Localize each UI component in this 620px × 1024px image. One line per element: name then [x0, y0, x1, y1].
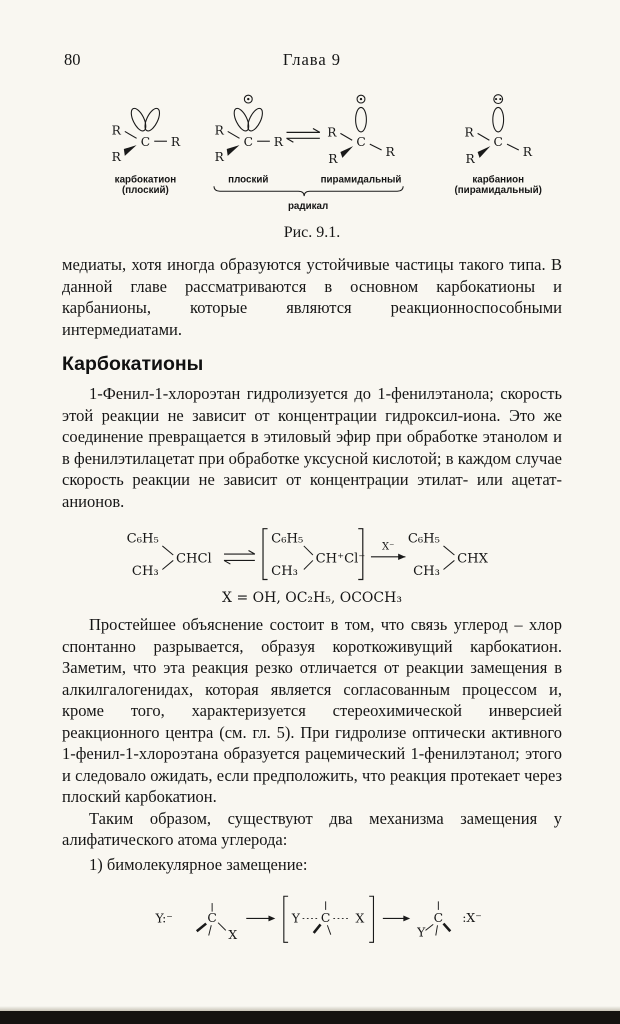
carbocation-ion-pair: CH⁺Cl⁻ [315, 551, 366, 567]
figure-caption: Рис. 9.1. [283, 224, 341, 241]
nucleophile-label: Y:⁻ [155, 911, 173, 926]
sn2-scheme-drawing [137, 887, 487, 955]
product-y-label: Y [417, 925, 426, 940]
methyl-group: CH₃ [131, 563, 159, 579]
carbon-atom-label: C [207, 910, 217, 925]
methyl-group: CH₃ [413, 563, 440, 579]
ts-y-label: Y [291, 911, 300, 926]
label-carbocation: карбокатион [114, 174, 177, 186]
substituent-label: R [111, 149, 121, 164]
substituent-label: R [385, 144, 395, 159]
carbon-atom-label: C [243, 135, 253, 150]
carbon-atom-label: C [140, 135, 151, 150]
label-planar: плоский [228, 174, 269, 186]
figure-9-1 [62, 88, 562, 242]
label-carbanion: карбанион [472, 174, 525, 186]
left-bracket-icon [284, 896, 288, 942]
reaction-scheme-sn2 [62, 887, 562, 955]
paragraph-explanation: Простейшее объяснение состоит в том, что связь углерод – хлор спонтанно разрывается, образуя короткоживущий карбокатион. Заметим, что эта реакция резко отличается от реакции замещения в алкилгалогенидах, которая является согласованным процессом и, кроме того, характеризуется стереохимической инверсией реакционного центра (см. гл. 5). При гидролизе оптически активного 1-фенил-1-хлороэтана образуется рацемический 1-фенилэтанол; этого и следовало ожидать, если предположить, что реакция протекает через плоский карбокатион. [62, 615, 562, 806]
label-pyramidal: пирамидальный [320, 174, 402, 186]
running-head [62, 50, 562, 78]
paragraph-two-mechanisms: Таким образом, существуют два механизма замещения у алифатического атома углерода: [62, 808, 562, 849]
leaving-x-label: X [228, 927, 238, 942]
carbon-atom-label: C [493, 135, 503, 150]
paragraph-hydrolysis: 1-Фенил-1-хлороэтан гидролизуется до 1-фенилэтанола; скорость этой реакции не зависит от концентрации гидроксил-иона. Это же соединение превращается в этиловый эфир при обработке этанолом и в фенилэтилацетат при обработке уксусной кислотой; в каждом случае скорость реакции не зависит от концентрации этилат- или ацетат-анионов. [62, 384, 562, 511]
leaving-group-label: :X⁻ [462, 910, 482, 925]
substituent-label: R [465, 151, 475, 166]
substituent-label: R [273, 135, 284, 150]
scan-edge [0, 1011, 620, 1024]
reaction-arrow-icon [246, 915, 275, 921]
brace-icon [214, 186, 403, 196]
phenyl-group: C₆H₅ [126, 531, 159, 547]
label-radical: радикал [287, 200, 329, 212]
list-item-bimolecular: 1) бимолекулярное замещение: [89, 854, 308, 874]
substituent-label: R [170, 135, 181, 150]
chx-group: CHX [457, 551, 488, 567]
figure-9-1-drawing [67, 88, 557, 216]
section-heading-carbocations: Карбокатионы [62, 353, 204, 375]
reaction-scheme-ionization [62, 522, 562, 606]
equilibrium-arrows-icon [287, 128, 320, 142]
chapter-title: Глава 9 [282, 50, 342, 69]
chcl-group: CHCl [175, 551, 212, 567]
substituent-label: R [111, 123, 121, 138]
label-carbocation-2: (плоский) [122, 185, 169, 197]
carbon-atom-label: C [356, 135, 366, 150]
scheme-legend: X = OH, OC₂H₅, OCOCH₃ [222, 590, 402, 606]
paragraph-intermediates: медиаты, хотя иногда образуются устойчивые частицы такого типа. В данной главе рассматриваются в основном карбокатионы и карбанионы, которые являются реакционноспособными интермедиатами. [62, 255, 562, 339]
book-page [62, 50, 562, 957]
substituent-label: R [522, 144, 532, 159]
reaction-arrow-icon [383, 915, 410, 921]
substituent-label: R [328, 151, 338, 166]
phenyl-group: C₆H₅ [271, 531, 304, 547]
right-bracket-icon [369, 896, 373, 942]
arrow-label-nucleophile: X⁻ [382, 541, 395, 553]
substituent-label: R [327, 125, 337, 140]
ionization-scheme-drawing [117, 522, 507, 588]
carbon-atom-label: C [433, 910, 444, 925]
reaction-arrow-icon [371, 554, 405, 560]
left-bracket-icon [263, 529, 268, 580]
label-carbanion-2: (пирамидальный) [454, 185, 542, 197]
equilibrium-arrows-icon [224, 550, 255, 564]
substituent-label: R [464, 125, 474, 140]
substituent-label: R [214, 149, 224, 164]
page-number: 80 [64, 50, 81, 69]
ts-x-label: X [355, 911, 365, 926]
substituent-label: R [214, 123, 224, 138]
phenyl-group: C₆H₅ [407, 531, 440, 547]
carbon-atom-label: C [320, 910, 331, 925]
methyl-group: CH₃ [271, 563, 298, 579]
